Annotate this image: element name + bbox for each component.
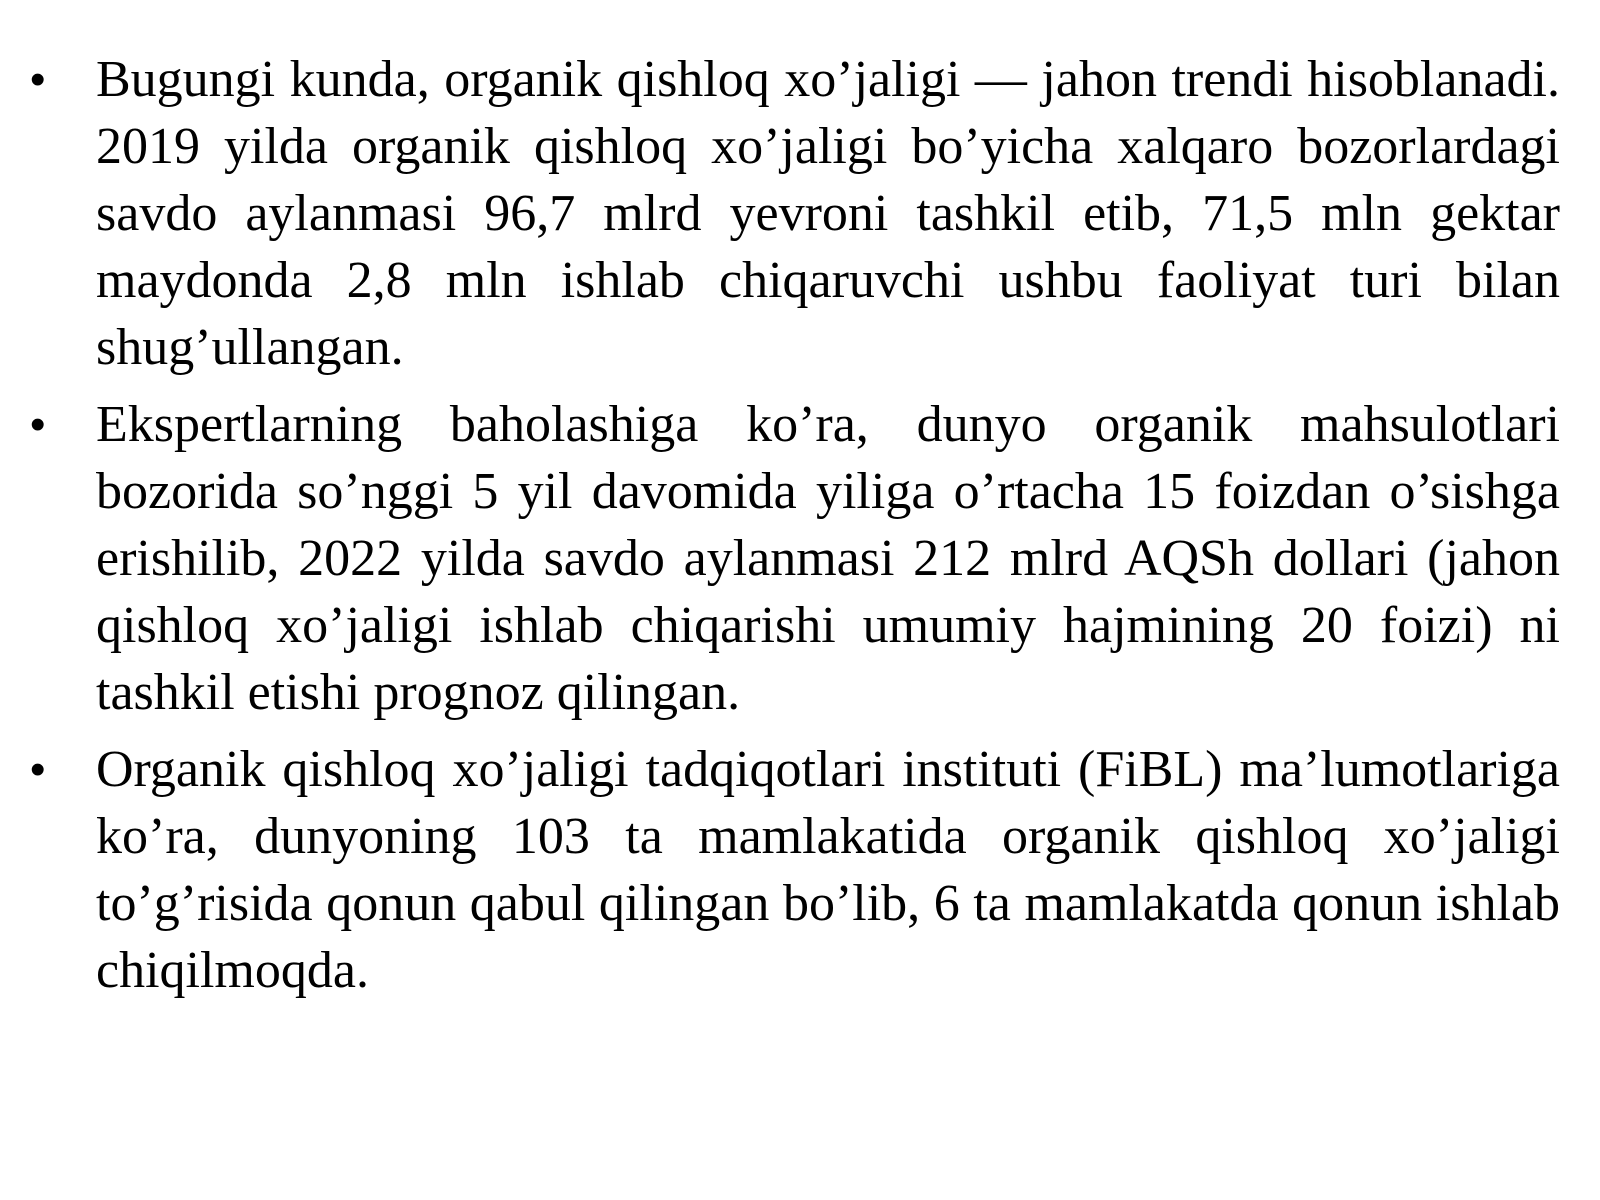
bullet-marker: •: [30, 400, 46, 449]
bullet-text: Ekspertlarning baholashiga ko’ra, dunyo organik mahsulotlari bozorida so’nggi 5 yil davomida yiliga o’rtacha 15 foizdan o’sishga erishilib, 2022 yilda savdo aylanmasi 212 mlrd AQSh dollari (jahon qishloq xo’jaligi ishlab chiqarishi umumiy hajmining 20 foizi) ni tashkil etishi prognoz qilingan.: [96, 396, 1560, 721]
bullet-marker: •: [30, 55, 46, 104]
bullet-item: [30, 391, 1560, 726]
bullet-text: Organik qishloq xo’jaligi tadqiqotlari instituti (FiBL) ma’lumotlariga ko’ra, dunyoning 103 ta mamlakatida organik qishloq xo’jaligi to’g’risida qonun qabul qilingan bo’lib, 6 ta mamlakatda qonun ishlab chiqilmoqda.: [96, 741, 1560, 999]
bullet-marker: •: [30, 745, 46, 794]
bullet-text: Bugungi kunda, organik qishloq xo’jaligi — jahon trendi hisoblanadi. 2019 yilda organik qishloq xo’jaligi bo’yicha xalqaro bozorlardagi savdo aylanmasi 96,7 mlrd yevroni tashkil etib, 71,5 mln gektar maydonda 2,8 mln ishlab chiqaruvchi ushbu faoliyat turi bilan shug’ullangan.: [96, 51, 1560, 376]
bullet-list: [30, 46, 1560, 1014]
bullet-item: [30, 736, 1560, 1004]
bullet-item: [30, 46, 1560, 381]
